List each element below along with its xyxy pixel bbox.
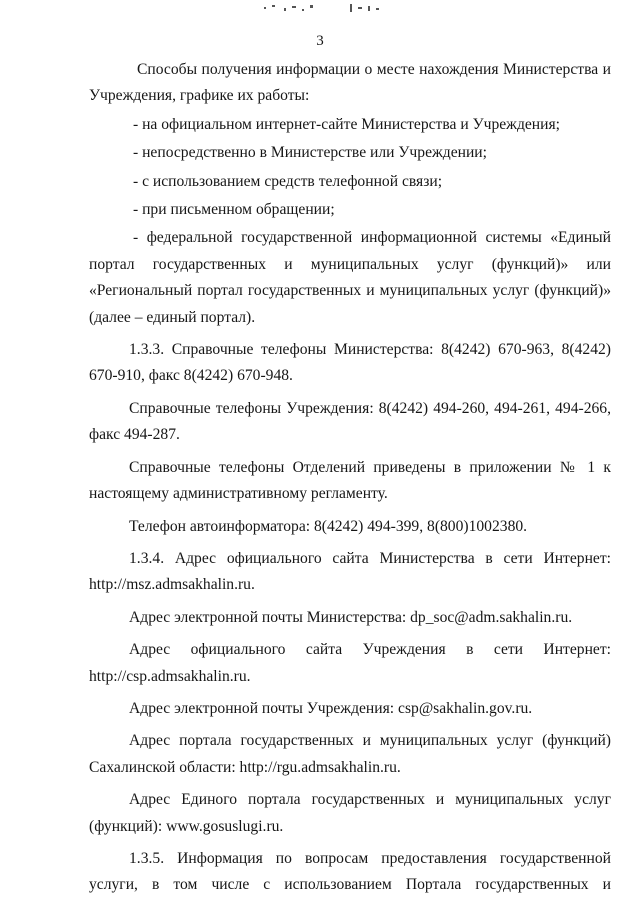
list-item-telephone: - с использованием средств телефонной связи; [133, 172, 443, 190]
paragraph-institution-phones: Справочные телефоны Учреждения: 8(4242) 494-260, 494-261, 494-266, факс 494-287. [89, 399, 611, 444]
scan-artifact-mark [262, 4, 412, 14]
paragraph-institution-website: Адрес официального сайта Учреждения в сети Интернет: http://csp.admsakhalin.ru. [89, 641, 611, 685]
paragraph-ministry-website: 1.3.4. Адрес официального сайта Министерства в сети Интернет: http://msz.admsakhalin.ru. [89, 549, 611, 594]
paragraph-regional-portal: Адрес портала государственных и муниципальных услуг (функций) Сахалинской области: http://rgu.admsakhalin.ru. [89, 732, 611, 776]
document-body [89, 57, 611, 899]
paragraph-ministry-phones: 1.3.3. Справочные телефоны Министерства: 8(4242) 670-963, 8(4242) 670-910, факс 8(4242) 670-948. [89, 341, 611, 385]
paragraph-institution-email: Адрес электронной почты Учреждения: csp@sakhalin.gov.ru. [129, 699, 533, 717]
paragraph-info-services: 1.3.5. Информация по вопросам предоставления государственной услуги, в том числе с использованием Портала государственных и [89, 849, 611, 894]
page-number: 3 [316, 33, 324, 49]
paragraph-autoinformer-phone: Телефон автоинформатора: 8(4242) 494-399, 8(800)1002380. [129, 517, 528, 535]
paragraph-unified-portal-address: Адрес Единого портала государственных и муниципальных услуг (функций): www.gosuslugi.ru. [89, 791, 611, 835]
paragraph-ministry-email: Адрес электронной почты Министерства: dp_soc@adm.sakhalin.ru. [129, 608, 573, 626]
paragraph-unified-portal: - федеральной государственной информационной системы «Единый портал государственных и муниципальных услуг (функций)» или «Региональный портал государственных и муниципальных услуг (функций)» (далее – единый портал). [89, 229, 611, 326]
paragraph-info-methods: Способы получения информации о месте нахождения Министерства и Учреждения, графике их работы: [89, 61, 611, 105]
paragraph-department-phones: Справочные телефоны Отделений приведены в приложении № 1 к настоящему административному регламенту. [89, 458, 611, 503]
list-item-written-request: - при письменном обращении; [133, 201, 335, 219]
list-item-in-person: - непосредственно в Министерстве или Учреждении; [133, 144, 487, 162]
list-item-official-site: - на официальном интернет-сайте Министерства и Учреждения; [133, 115, 561, 133]
